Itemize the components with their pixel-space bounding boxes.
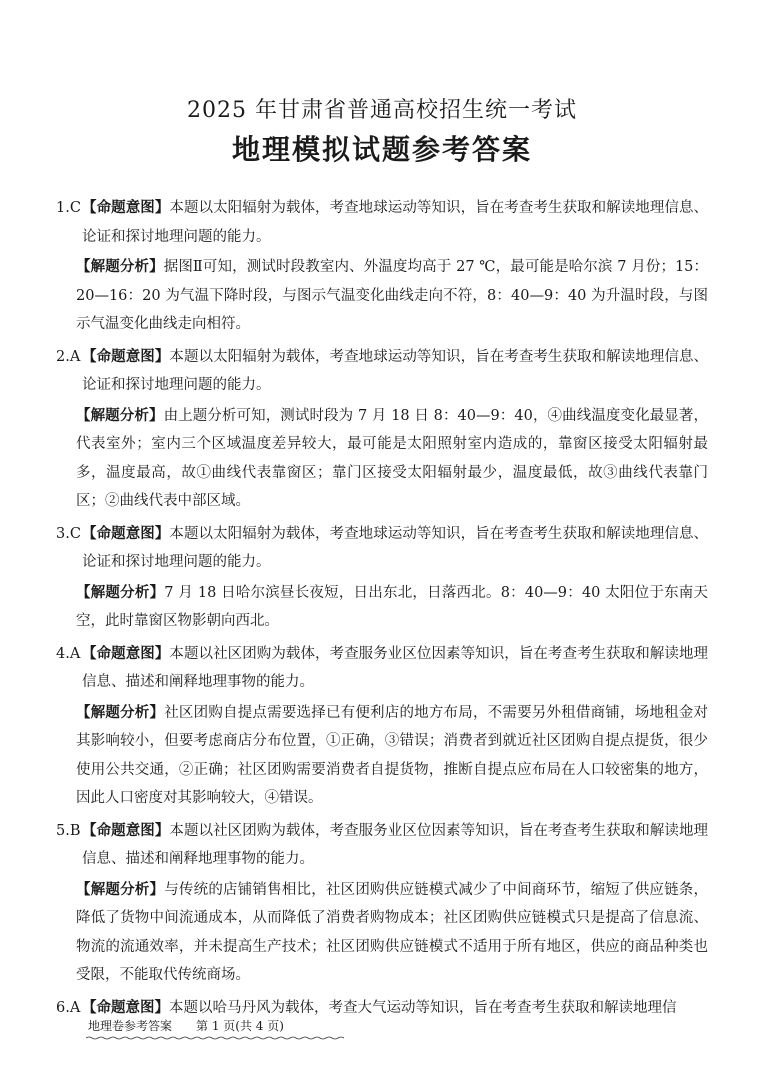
question-number: 5.B [56, 822, 81, 839]
footer-wavy-line [86, 1036, 344, 1040]
answer-item-1 [56, 194, 708, 339]
analysis-text: 社区团购自提点需要选择已有便利店的地方布局，不需要另外租借商铺，场地租金对其影响较小，但要考虑商店分布位置，①正确，③错误；消费者到就近社区团购自提点提货，很少使用公共交通，②正确；社区团购需要消费者自提货物，推断自提点应布局在人口较密集的地方，因此人口密度对其影响较大，④错误。 [76, 704, 709, 806]
intent-text: 本题以哈马丹风为载体，考查大气运动等知识，旨在考查考生获取和解读地理信 [169, 999, 677, 1016]
question-number: 1.C [56, 200, 81, 216]
page-footer: 地理卷参考答案 第 1 页(共 4 页) [88, 1019, 284, 1033]
analysis-text: 与传统的店铺销售相比，社区团购供应链模式减少了中间商环节，缩短了供应链条，降低了货物中间流通成本，从而降低了消费者购物成本；社区团购供应链模式只是提高了信息流、物流的流通效率，并未提高生产技术；社区团购供应链模式不适用于所有地区，供应的商品种类也受限，不能取代传统商场。 [76, 881, 709, 983]
intent-text: 本题以太阳辐射为载体，考查地球运动等知识，旨在考查考生获取和解读地理信息、论证和探讨地理问题的能力。 [82, 200, 709, 245]
intent-tag: 【命题意图】 [82, 347, 170, 365]
analysis-tag: 【解题分析】 [76, 703, 165, 721]
question-number: 3.C [56, 525, 81, 542]
intent-tag: 【命题意图】 [82, 524, 170, 542]
analysis-tag: 【解题分析】 [76, 880, 165, 898]
page-header [0, 96, 764, 170]
answer-item-2 [56, 343, 708, 516]
intent-text: 本题以太阳辐射为载体，考查地球运动等知识，旨在考查考生获取和解读地理信息、论证和探讨地理问题的能力。 [82, 525, 709, 570]
intent-tag: 【命题意图】 [82, 821, 170, 839]
analysis-tag: 【解题分析】 [76, 583, 165, 601]
answer-list [56, 194, 708, 1022]
question-number: 6.A [56, 999, 81, 1016]
analysis-text: 据图Ⅱ可知，测试时段教室内、外温度均高于 27 ℃，最可能是哈尔滨 7 月份；15：20—16：20 为气温下降时段，与图示气温变化曲线走向不符，8：40—9：40 为升温时段，与图示气温变化曲线走向相符。 [76, 259, 709, 332]
answer-item-4 [56, 640, 708, 813]
analysis-tag: 【解题分析】 [76, 406, 164, 424]
question-number: 4.A [56, 645, 81, 662]
intent-tag: 【命题意图】 [82, 644, 170, 662]
exam-title: 2025 年甘肃省普通高校招生统一考试 [187, 98, 577, 123]
answer-item-3 [56, 520, 708, 636]
analysis-tag: 【解题分析】 [76, 258, 164, 275]
intent-tag: 【命题意图】 [82, 998, 169, 1016]
question-number: 2.A [56, 348, 81, 365]
analysis-text: 由上题分析可知，测试时段为 7 月 18 日 8：40—9：40，④曲线温度变化最显著，代表室外；室内三个区域温度差异较大，最可能是太阳照射室内造成的，靠窗区接受太阳辐射最多，温度最高，故①曲线代表靠窗区；靠门区接受太阳辐射最少，温度最低，故③曲线代表靠门区；②曲线代表中部区域。 [76, 407, 708, 509]
intent-tag: 【命题意图】 [82, 199, 170, 216]
analysis-text: 7 月 18 日哈尔滨昼长夜短，日出东北，日落西北。8：40—9：40 太阳位于东南天空，此时靠窗区物影朝向西北。 [76, 584, 708, 629]
intent-text: 本题以社区团购为载体，考查服务业区位因素等知识，旨在考查考生获取和解读地理信息、描述和阐释地理事物的能力。 [82, 822, 709, 867]
intent-text: 本题以太阳辐射为载体，考查地球运动等知识，旨在考查考生获取和解读地理信息、论证和探讨地理问题的能力。 [82, 348, 709, 393]
intent-text: 本题以社区团购为载体，考查服务业区位因素等知识，旨在考查考生获取和解读地理信息、描述和阐释地理事物的能力。 [82, 645, 709, 690]
answer-key-title: 地理模拟试题参考答案 [231, 133, 532, 166]
answer-item-5 [56, 817, 708, 990]
